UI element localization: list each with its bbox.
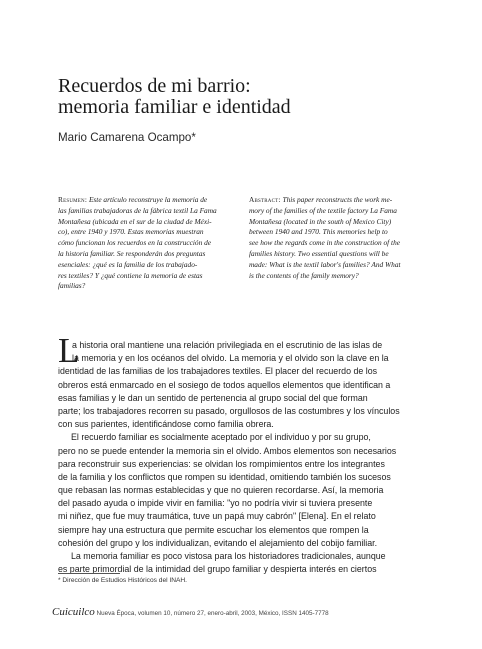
abstract-es-label: Resumen: — [58, 195, 88, 204]
abstract-en-line: between 1940 and 1970. This memories help to — [249, 227, 388, 237]
journal-logo: Cuicuilco — [52, 606, 95, 618]
body-line: que rebasan las normas establecidas y que no quieren recordarse. Así, la memoria — [58, 485, 384, 496]
abstract-en-line: mory of the families of the textile factory La Fama — [249, 205, 397, 215]
abstract-en-line: Abstract: This paper reconstructs the work me- — [249, 195, 393, 204]
body-line: esas familias y le dan un sentido de pertenencia al grupo social del que forman — [58, 392, 368, 403]
abstract-es-line: res textiles? Y ¿qué contiene la memoria de estas — [58, 270, 203, 280]
abstract-en-line: Montañesa (located in the south of Mexico City) — [249, 216, 392, 226]
abstract-es-line: las familias trabajadoras de la fábrica textil La Fama — [58, 205, 217, 215]
article-title-line-2: memoria familiar e identidad — [58, 96, 291, 118]
body-line: identidad de las familias de los trabajadores textiles. El placer del recuerdo de los — [58, 366, 378, 377]
drop-cap: L — [58, 331, 80, 370]
abstract-en-line: is the contents of the family memory? — [249, 270, 359, 280]
body-line: El recuerdo familiar es socialmente aceptado por el individuo y por su grupo, — [71, 432, 371, 443]
abstract-en-line: made: What is the textil labor's families? And What — [249, 259, 401, 269]
footnote: * Dirección de Estudios Históricos del INAH. — [58, 577, 187, 584]
body-line: es parte primordial de la intimidad del grupo familiar y despierta interés en ciertos — [58, 564, 377, 575]
body-text — [58, 339, 428, 576]
body-line: siempre hay una estructura que permite escuchar los elementos que rompen la — [58, 524, 369, 535]
abstract-es-line: Resumen: Este artículo reconstruye la memoria de — [58, 195, 208, 204]
abstract-en-label: Abstract: — [249, 195, 281, 204]
abstract-english — [249, 195, 429, 281]
article-title — [58, 76, 438, 118]
body-line: parte; los trabajadores recorren su pasado, orgullosos de las costumbres y los vínculos — [58, 405, 400, 416]
journal-citation: Nueva Época, volumen 10, número 27, enero-abril, 2003, México, ISSN 1405-7778 — [94, 610, 329, 617]
abstract-es-line: co), entre 1940 y 1970. Estas memorias muestran — [58, 227, 204, 237]
author-name: Mario Camarena Ocampo* — [58, 131, 196, 144]
abstract-es-line: Montañesa (ubicada en el sur de la ciudad de Méxi- — [58, 216, 212, 226]
article-title-line-1: Recuerdos de mi barrio: — [58, 75, 251, 97]
page-footer — [52, 606, 329, 618]
body-line: a historia oral mantiene una relación privilegiada en el escrutinio de las islas de — [72, 340, 383, 350]
abstract-spanish — [58, 195, 238, 292]
body-line: para reconstruir sus experiencias: se olvidan los rompimientos entre los integrantes — [58, 458, 385, 469]
abstract-es-line: cómo funcionan los recuerdos en la construcción de — [58, 238, 212, 248]
body-line: La memoria familiar es poco vistosa para los historiadores tradicionales, aunque — [71, 551, 386, 561]
body-line: obreros está enmarcado en el sosiego de todos aquellos elementos que identifican a — [58, 379, 391, 390]
body-line: de la familia y los conflictos que rompen su identidad, omitiendo también los sucesos — [58, 471, 391, 482]
abstract-en-line: see how the regards come in the construction of the — [249, 238, 400, 248]
abstract-en-line: families history. Two essential questions will be — [249, 248, 389, 258]
body-line: mi niñez, que fue muy traumática, tuve un papá muy cabrón" [Elena]. En el relato — [58, 511, 376, 522]
body-line: la memoria y en los océanos del olvido. La memoria y el olvido son la clave en la — [72, 353, 389, 364]
abstract-es-line: familias? — [58, 281, 86, 291]
body-line: cohesión del grupo y los individualizan, evitando el alejamiento del cobijo familiar. — [58, 537, 378, 548]
abstract-es-line: esenciales: ¿qué es la familia de los trabajado- — [58, 259, 198, 269]
footnote-rule — [58, 573, 120, 574]
abstract-es-line: la historia familiar. Se responderán dos preguntas — [58, 248, 206, 258]
body-line: con sus parientes, identificándose como familia obrera. — [58, 419, 274, 430]
body-line: del pasado ayuda o impide vivir en familia: "yo no podría vivir si tuviera presente — [58, 498, 373, 509]
body-line: pero no se puede entender la memoria sin el olvido. Ambos elementos son necesarios — [58, 445, 397, 456]
